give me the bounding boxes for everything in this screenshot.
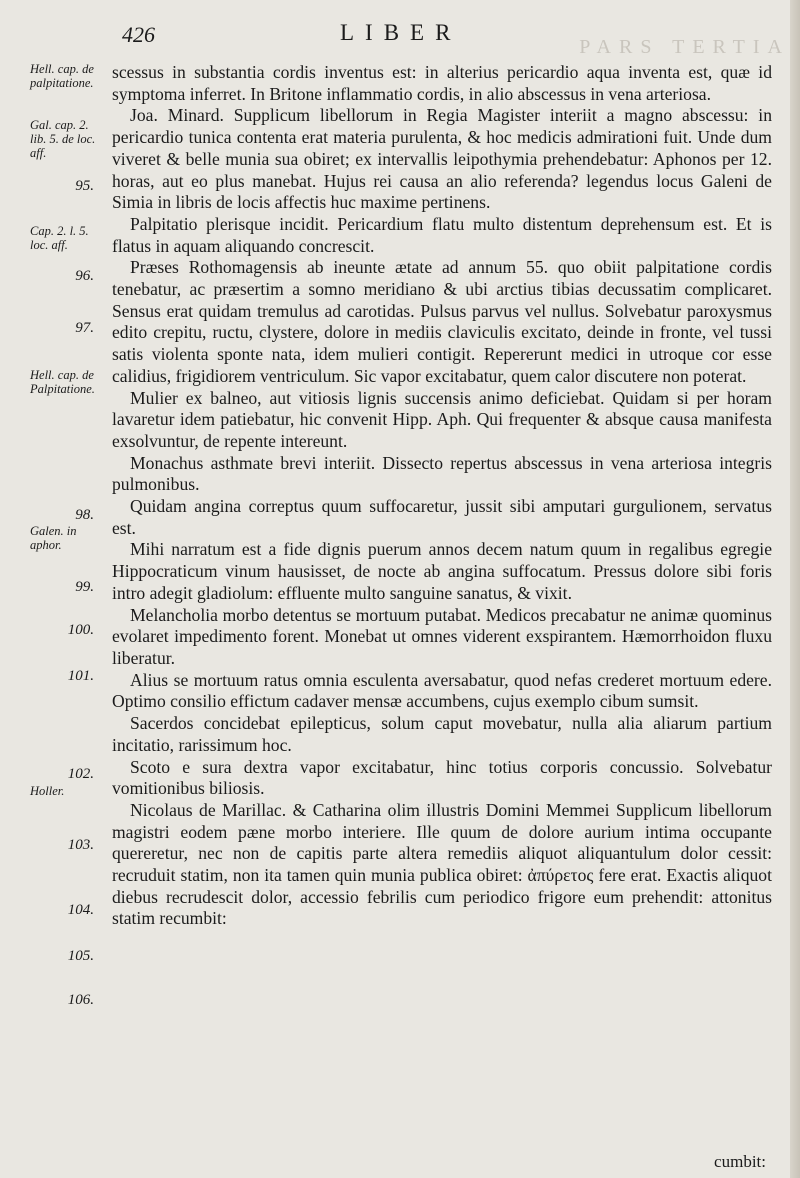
body-text	[112, 62, 772, 930]
paragraph: Sacerdos concidebat epilepticus, solum caput movebatur, nulla alia aliarum partium incitatio, rarissimum hoc.	[112, 713, 772, 755]
margin-note: Holler.	[30, 784, 65, 798]
margin-note: Gal. cap. 2. lib. 5. de loc. aff.	[30, 118, 96, 160]
margin-note: Galen. in aphor.	[30, 524, 77, 552]
paragraph: Palpitatio plerisque incidit. Pericardium flatu multo distentum deprehensum est. Et is flatus in aquam aliquando concrescit.	[112, 213, 772, 256]
margin-note: Hell. cap. de Palpitatione.	[30, 368, 95, 396]
page-number: 426	[122, 22, 155, 47]
paragraph: Quidam angina correptus quum suffocaretur, jussit sibi amputari gurgulionem, servatus est.	[112, 496, 772, 538]
paragraph: Melancholia morbo detentus se mortuum putabat. Medicos precabatur ne animæ quominus evolaret impedimento forent. Monebat ut omnes viderent exspirantem. Hæmorrhoidon fluxu liberatur.	[112, 604, 772, 668]
section-number: 100.	[67, 622, 94, 638]
section-number: 99.	[75, 579, 94, 595]
paragraph: Præses Rothomagensis ab ineunte ætate ad annum 55. quo obiit palpitatione cordis tenebatur, ac præsertim a somno meridiano & ubi arctius tibias decussatim complicaret. Sensus erat quidam tremulus ad carotidas. Pulsus parvus vel nullus. Solvebatur paroxysmus edito crepitu, ructu, clystere, dolore in mediis claviculis excitato, deinde in fronte, vel tussi satis violenta sponte nata, idem mulieri contigit. Repererunt medici in utroque cor esse calidius, frigidiorem ventriculum. Sic vapor excitabatur, quem calor discutere non poterat.	[112, 257, 772, 386]
paragraph: Mulier ex balneo, aut vitiosis lignis succensis animo deficiebat. Quidam si per horam lavaretur idem patiebatur, hic convenit Hipp. Aph. Qui frequenter & absque causa manifesta exsolvuntur, de repente intereunt.	[112, 387, 772, 451]
paragraph: Mihi narratum est a fide dignis puerum annos decem natum quum in regalibus egregie Hippocraticum vinum hausisset, de nocte ab angina suffocatum. Pressus dolore sibi foris intro adegit gladiolum: effluente multo sanguine sanatus, & vixit.	[112, 539, 772, 603]
section-number: 106.	[67, 992, 94, 1008]
paragraph: Alius se mortuum ratus omnia esculenta aversabatur, quod nefas crederet mortuum edere. Optimo consilio effictum cadaver mensæ accumbens, cujus exemplo cibum sumsit.	[112, 669, 772, 712]
section-number: 96.	[75, 268, 94, 284]
section-number: 97.	[75, 320, 94, 336]
margin-note: Hell. cap. de palpitatione.	[30, 62, 94, 90]
page-edge-shadow	[790, 0, 800, 1178]
catchword: cumbit:	[714, 1152, 766, 1171]
paragraph: Nicolaus de Marillac. & Catharina olim illustris Domini Memmei Supplicum libellorum magistri eodem pæne morbo interiere. Ille quum de dolore aurium intima occupante quereretur, nec non de capitis parte altera remediis aliquot aliquantulum dolor cessit: recruduit statim, non ita tamen quin munia publica obiret: ἀπύρετος fere erat. Exactis aliquot diebus recrudescit dolor, accessio febrilis cum periodico frigore eum prehendit: attonitus statim recumbit:	[112, 799, 772, 929]
section-number: 103.	[67, 837, 94, 853]
paragraph: Joa. Minard. Supplicum libellorum in Regia Magister interiit a magno abscessu: in pericardio tunica contenta erat materia purulenta, & hoc medicis admirationi fuit. Unde dum viveret & belle munia sua obiret; ex intervallis leipothymia prehendebatur: Aphonos per 12. horas, aut eo plus manebat. Hujus rei causa an alio referenda? legendus locus Galeni de Simia in libris de locis affectis huc maxime pertinens.	[112, 105, 772, 213]
paragraph: Monachus asthmate brevi interiit. Dissecto repertus abscessus in vena arteriosa integris pulmonibus.	[112, 452, 772, 495]
section-number: 104.	[67, 902, 94, 918]
section-number: 95.	[75, 178, 94, 194]
paragraph: Scoto e sura dextra vapor excitabatur, hinc totius corporis concussio. Solvebatur vomitionibus biliosis.	[112, 756, 772, 799]
margin-note: Cap. 2. l. 5. loc. aff.	[30, 224, 89, 252]
page-header	[0, 18, 800, 58]
section-number: 105.	[67, 948, 94, 964]
section-number: 98.	[75, 507, 94, 523]
paragraph: scessus in substantia cordis inventus est: in alterius pericardio aqua inventa est, quæ id symptoma inferret. In Britone inflammatio cordis, in alio abscessus in vena arteriosa.	[112, 62, 772, 104]
bleed-through-text: PARS TERTIA	[579, 36, 790, 58]
section-number: 102.	[67, 766, 94, 782]
section-number: 101.	[67, 668, 94, 684]
running-title: LIBER	[340, 20, 462, 45]
